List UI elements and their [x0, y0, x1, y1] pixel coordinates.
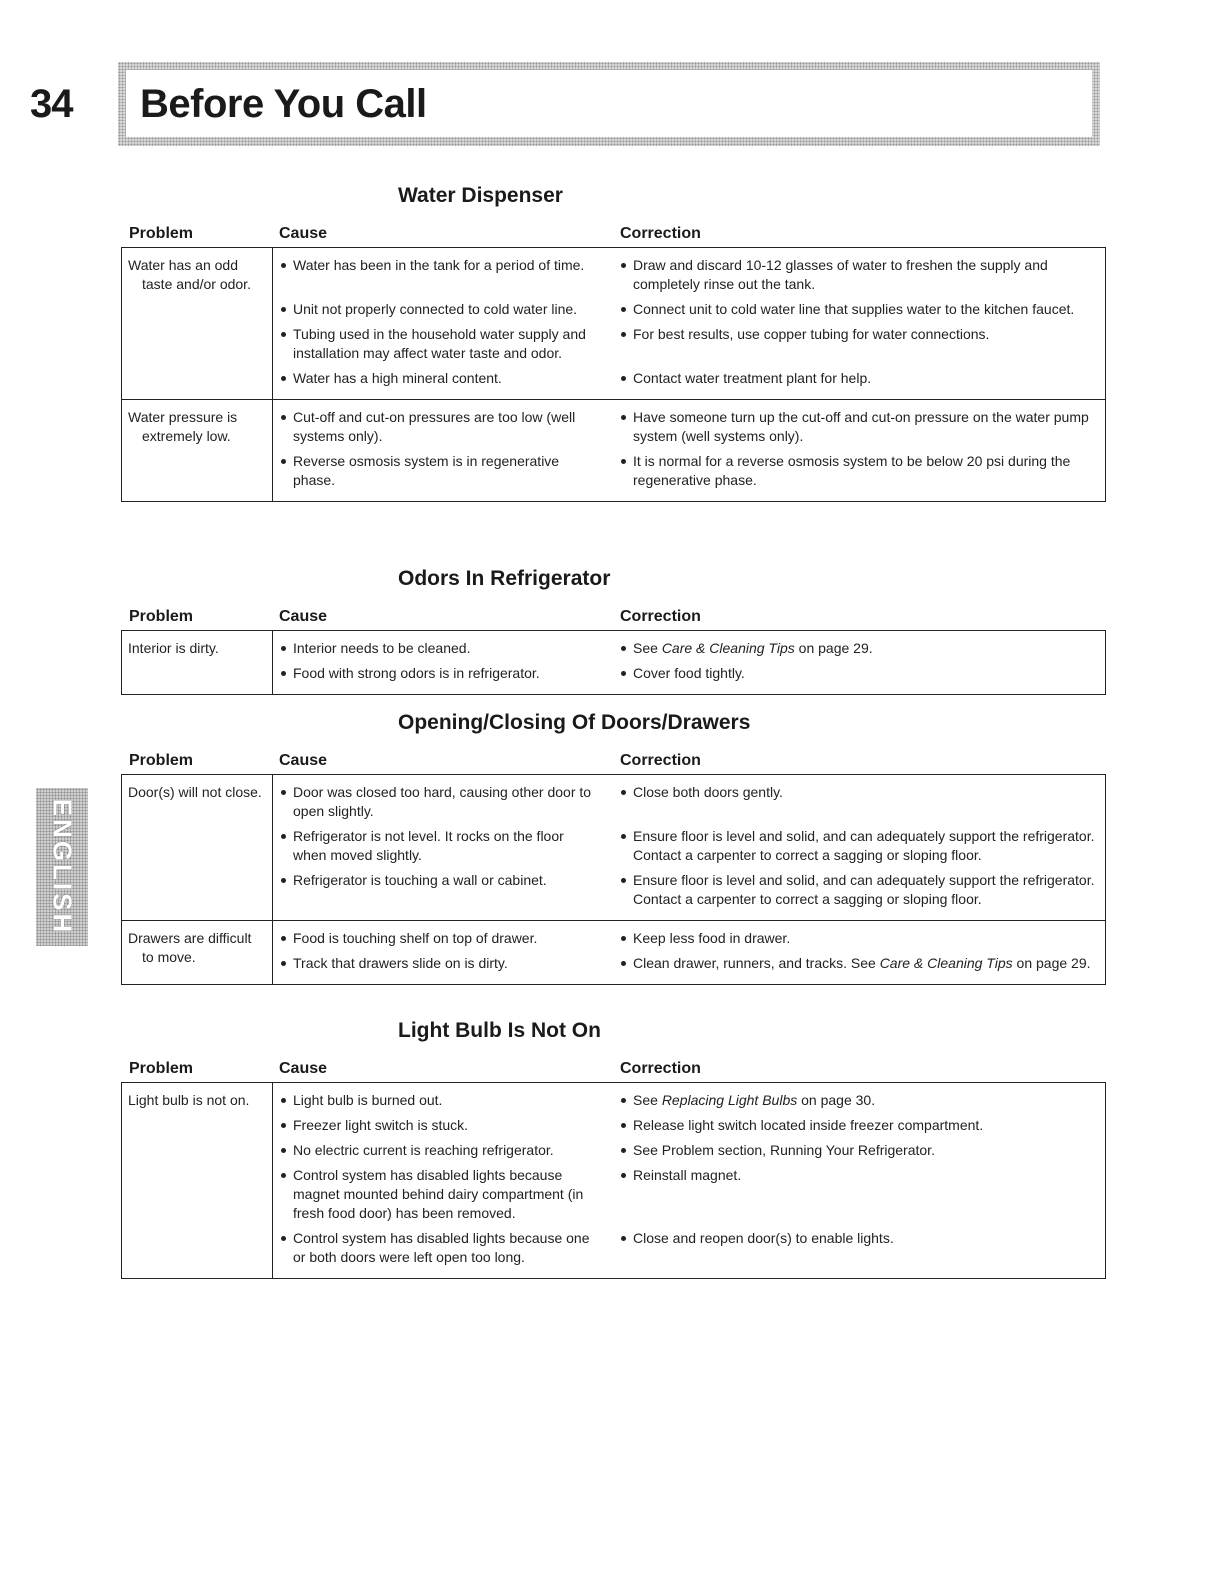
language-side-tab-label: ENGLISH: [47, 798, 78, 936]
cause-item: Water has been in the tank for a period of time.: [279, 256, 599, 275]
section-title: Water Dispenser: [398, 184, 563, 207]
correction-item: Connect unit to cold water line that supplies water to the kitchen faucet.: [619, 300, 1095, 319]
header-problem: Problem: [129, 1060, 194, 1077]
page-reference: Care & Cleaning Tips: [879, 955, 1013, 971]
problem-text: Water pressure is extremely low.: [128, 409, 238, 444]
page-reference: Care & Cleaning Tips: [661, 640, 795, 656]
problem-cell: [122, 921, 273, 985]
table-row: [122, 921, 1106, 985]
correction-item: Have someone turn up the cut-off and cut-on pressure on the water pump system (well systems only).: [619, 408, 1095, 446]
cause-item: Food is touching shelf on top of drawer.: [279, 929, 599, 948]
cause-item: Cut-off and cut-on pressures are too low (well systems only).: [279, 408, 599, 446]
problem-cell: [122, 400, 273, 502]
correction-item: Draw and discard 10-12 glasses of water to freshen the supply and completely rinse out the tank.: [619, 256, 1095, 294]
header-problem: Problem: [129, 752, 194, 769]
language-side-tab: [36, 788, 88, 946]
page-reference: Replacing Light Bulbs: [661, 1092, 798, 1108]
page-title: Before You Call: [140, 82, 427, 126]
header-correction: Correction: [620, 752, 701, 769]
correction-item: It is normal for a reverse osmosis system to be below 20 psi during the regenerative phase.: [619, 452, 1095, 490]
correction-item: For best results, use copper tubing for water connections.: [619, 325, 1095, 344]
column-headers: [121, 1060, 1106, 1080]
correction-item: Ensure floor is level and solid, and can adequately support the refrigerator. Contact a carpenter to correct a sagging or sloping floor.: [619, 827, 1095, 865]
cause-correction-cell: [273, 775, 1106, 921]
cause-item: Control system has disabled lights because magnet mounted behind dairy compartment (in fresh food door) has been removed.: [279, 1166, 599, 1223]
cause-correction-cell: [273, 248, 1106, 400]
problem-text: Interior is dirty.: [128, 640, 219, 656]
table-row: [122, 400, 1106, 502]
header-cause: Cause: [279, 1060, 328, 1077]
section-title: Light Bulb Is Not On: [398, 1019, 601, 1042]
problem-cell: [122, 775, 273, 921]
page-title-banner: [118, 62, 1100, 146]
cause-item: Track that drawers slide on is dirty.: [279, 954, 599, 973]
header-problem: Problem: [129, 608, 194, 625]
table-row: [122, 248, 1106, 400]
cause-correction-cell: [273, 921, 1106, 985]
correction-item: Keep less food in drawer.: [619, 929, 1095, 948]
problem-cell: [122, 631, 273, 695]
problem-text: Water has an odd taste and/or odor.: [128, 257, 251, 292]
page-number: 34: [30, 82, 73, 126]
cause-item: Freezer light switch is stuck.: [279, 1116, 599, 1135]
troubleshooting-table: [121, 247, 1106, 502]
column-headers: [121, 752, 1106, 772]
header-correction: Correction: [620, 225, 701, 242]
problem-text: Door(s) will not close.: [128, 784, 262, 800]
column-headers: [121, 608, 1106, 628]
header-problem: Problem: [129, 225, 194, 242]
troubleshooting-table: [121, 774, 1106, 985]
table-row: [122, 775, 1106, 921]
correction-item: See Problem section, Running Your Refrigerator.: [619, 1141, 1095, 1160]
problem-text: Drawers are difficult to move.: [128, 930, 252, 965]
correction-item: Reinstall magnet.: [619, 1166, 1095, 1185]
problem-cell: [122, 248, 273, 400]
cause-item: Food with strong odors is in refrigerator.: [279, 664, 599, 683]
header-cause: Cause: [279, 225, 328, 242]
section-title: Odors In Refrigerator: [398, 567, 611, 590]
cause-item: No electric current is reaching refrigerator.: [279, 1141, 599, 1160]
section-title: Opening/Closing Of Doors/Drawers: [398, 711, 751, 734]
correction-item: Cover food tightly.: [619, 664, 1095, 683]
correction-item: Contact water treatment plant for help.: [619, 369, 1095, 388]
cause-item: Tubing used in the household water supply and installation may affect water taste and odor.: [279, 325, 599, 363]
troubleshooting-table: [121, 630, 1106, 695]
troubleshooting-table: [121, 1082, 1106, 1279]
correction-item: Ensure floor is level and solid, and can adequately support the refrigerator. Contact a carpenter to correct a sagging or sloping floor.: [619, 871, 1095, 909]
cause-item: Interior needs to be cleaned.: [279, 639, 599, 658]
problem-cell: [122, 1083, 273, 1279]
column-headers: [121, 225, 1106, 245]
cause-item: Refrigerator is not level. It rocks on the floor when moved slightly.: [279, 827, 599, 865]
header-cause: Cause: [279, 752, 328, 769]
header-correction: Correction: [620, 1060, 701, 1077]
header-correction: Correction: [620, 608, 701, 625]
cause-correction-cell: [273, 1083, 1106, 1279]
correction-item: Close and reopen door(s) to enable lights.: [619, 1229, 1095, 1248]
cause-item: Door was closed too hard, causing other door to open slightly.: [279, 783, 599, 821]
problem-text: Light bulb is not on.: [128, 1092, 250, 1108]
cause-item: Control system has disabled lights because one or both doors were left open too long.: [279, 1229, 599, 1267]
correction-item: See Care & Cleaning Tips on page 29.: [619, 639, 1095, 658]
correction-item: Close both doors gently.: [619, 783, 1095, 802]
table-row: [122, 1083, 1106, 1279]
cause-item: Refrigerator is touching a wall or cabinet.: [279, 871, 599, 890]
cause-item: Unit not properly connected to cold water line.: [279, 300, 599, 319]
cause-item: Reverse osmosis system is in regenerative phase.: [279, 452, 599, 490]
cause-correction-cell: [273, 400, 1106, 502]
correction-item: See Replacing Light Bulbs on page 30.: [619, 1091, 1095, 1110]
correction-item: Release light switch located inside freezer compartment.: [619, 1116, 1095, 1135]
cause-item: Water has a high mineral content.: [279, 369, 599, 388]
cause-correction-cell: [273, 631, 1106, 695]
correction-item: Clean drawer, runners, and tracks. See Care & Cleaning Tips on page 29.: [619, 954, 1095, 973]
cause-item: Light bulb is burned out.: [279, 1091, 599, 1110]
table-row: [122, 631, 1106, 695]
header-cause: Cause: [279, 608, 328, 625]
